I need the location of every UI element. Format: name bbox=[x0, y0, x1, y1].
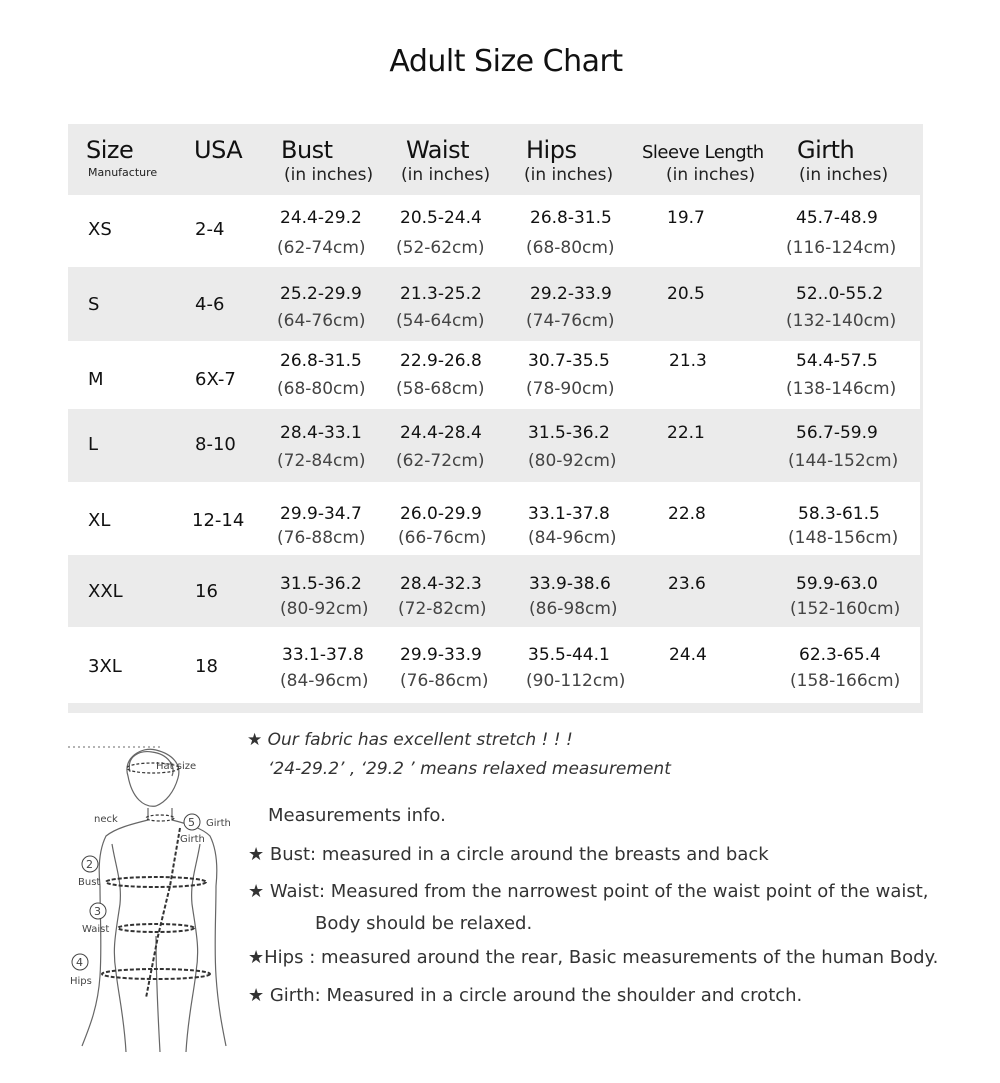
cell-girth: 54.4-57.5 bbox=[796, 351, 878, 371]
header-usa: USA bbox=[194, 136, 243, 164]
cell-hips-cm: (74-76cm) bbox=[526, 311, 615, 331]
cell-size: 3XL bbox=[88, 656, 122, 677]
cell-sleeve: 22.1 bbox=[667, 423, 705, 443]
bust-line bbox=[106, 877, 206, 887]
cell-girth: 52..0-55.2 bbox=[796, 284, 884, 304]
cell-hips-cm: (86-98cm) bbox=[529, 599, 618, 619]
cell-waist-cm: (66-76cm) bbox=[398, 528, 487, 548]
cell-bust: 26.8-31.5 bbox=[280, 351, 362, 371]
cell-hips-cm: (78-90cm) bbox=[526, 379, 615, 399]
label-hat-size: Hat size bbox=[156, 761, 197, 772]
cell-hips: 31.5-36.2 bbox=[528, 423, 610, 443]
cell-usa: 2-4 bbox=[195, 219, 225, 240]
label-bust-num: 2 bbox=[86, 858, 93, 871]
cell-bust-cm: (64-76cm) bbox=[277, 311, 366, 331]
cell-girth: 59.9-63.0 bbox=[796, 574, 878, 594]
cell-girth-cm: (158-166cm) bbox=[790, 671, 901, 691]
label-waist-num: 3 bbox=[94, 905, 101, 918]
cell-size: XXL bbox=[88, 581, 123, 602]
cell-bust-cm: (80-92cm) bbox=[280, 599, 369, 619]
note-girth: ★ Girth: Measured in a circle around the shoulder and crotch. bbox=[248, 985, 803, 1006]
cell-sleeve: 24.4 bbox=[669, 645, 707, 665]
cell-girth-cm: (116-124cm) bbox=[786, 238, 897, 258]
cell-bust: 28.4-33.1 bbox=[280, 423, 362, 443]
cell-waist: 29.9-33.9 bbox=[400, 645, 482, 665]
cell-bust: 24.4-29.2 bbox=[280, 208, 362, 228]
cell-size: L bbox=[88, 434, 99, 455]
cell-waist: 26.0-29.9 bbox=[400, 504, 482, 524]
header-sleeve: Sleeve Length bbox=[642, 142, 764, 163]
girth-line bbox=[146, 828, 180, 998]
label-hips: Hips bbox=[70, 976, 92, 987]
label-waist: Waist bbox=[82, 924, 110, 935]
cell-hips: 26.8-31.5 bbox=[530, 208, 612, 228]
cell-waist: 24.4-28.4 bbox=[400, 423, 482, 443]
label-hips-num: 4 bbox=[76, 956, 83, 969]
cell-hips-cm: (80-92cm) bbox=[528, 451, 617, 471]
cell-girth-cm: (144-152cm) bbox=[788, 451, 899, 471]
cell-girth-cm: (152-160cm) bbox=[790, 599, 901, 619]
cell-waist-cm: (72-82cm) bbox=[398, 599, 487, 619]
cell-bust: 33.1-37.8 bbox=[282, 645, 364, 665]
cell-bust-cm: (68-80cm) bbox=[277, 379, 366, 399]
cell-girth: 45.7-48.9 bbox=[796, 208, 878, 228]
neck-line bbox=[146, 815, 174, 821]
note-stretch: ★ Our fabric has excellent stretch ! ! ! bbox=[247, 730, 573, 750]
label-neck: neck bbox=[94, 814, 118, 825]
cell-hips-cm: (84-96cm) bbox=[528, 528, 617, 548]
cell-sleeve: 21.3 bbox=[669, 351, 707, 371]
page-title: Adult Size Chart bbox=[389, 44, 623, 79]
cell-bust-cm: (62-74cm) bbox=[277, 238, 366, 258]
cell-bust: 25.2-29.9 bbox=[280, 284, 362, 304]
cell-hips: 29.2-33.9 bbox=[530, 284, 612, 304]
header-girth-unit: (in inches) bbox=[799, 165, 889, 185]
label-girth: Girth bbox=[206, 818, 231, 829]
cell-usa: 6X-7 bbox=[195, 369, 236, 390]
cell-sleeve: 22.8 bbox=[668, 504, 706, 524]
note-hips: ★Hips : measured around the rear, Basic measurements of the human Body. bbox=[248, 947, 939, 968]
size-table bbox=[68, 124, 923, 713]
cell-bust: 29.9-34.7 bbox=[280, 504, 362, 524]
cell-sleeve: 20.5 bbox=[667, 284, 705, 304]
cell-hips-cm: (90-112cm) bbox=[526, 671, 626, 691]
cell-girth: 56.7-59.9 bbox=[796, 423, 878, 443]
cell-hips: 35.5-44.1 bbox=[528, 645, 610, 665]
cell-hips: 33.1-37.8 bbox=[528, 504, 610, 524]
body-outline bbox=[68, 747, 226, 1052]
body-measurement-figure bbox=[60, 736, 250, 1056]
header-size: Size bbox=[86, 136, 134, 164]
cell-bust-cm: (76-88cm) bbox=[277, 528, 366, 548]
cell-size: XS bbox=[88, 219, 112, 240]
cell-sleeve: 23.6 bbox=[668, 574, 706, 594]
cell-bust-cm: (72-84cm) bbox=[277, 451, 366, 471]
label-bust: Bust bbox=[78, 877, 101, 888]
cell-usa: 4-6 bbox=[195, 294, 225, 315]
cell-usa: 8-10 bbox=[195, 434, 236, 455]
cell-girth: 62.3-65.4 bbox=[799, 645, 881, 665]
note-waist-line2: Body should be relaxed. bbox=[315, 913, 533, 934]
cell-usa: 12-14 bbox=[192, 510, 245, 531]
note-waist-line1: ★ Waist: Measured from the narrowest point of the waist point of the waist, bbox=[248, 881, 929, 902]
cell-bust-cm: (84-96cm) bbox=[280, 671, 369, 691]
cell-waist-cm: (54-64cm) bbox=[396, 311, 485, 331]
label-girth-2: Girth bbox=[180, 834, 205, 845]
cell-hips-cm: (68-80cm) bbox=[526, 238, 615, 258]
cell-usa: 18 bbox=[195, 656, 218, 677]
cell-size: S bbox=[88, 294, 100, 315]
waist-line bbox=[118, 924, 194, 932]
cell-girth-cm: (132-140cm) bbox=[786, 311, 897, 331]
header-hips-unit: (in inches) bbox=[524, 165, 614, 185]
note-bust: ★ Bust: measured in a circle around the breasts and back bbox=[248, 844, 769, 865]
header-girth: Girth bbox=[797, 136, 855, 164]
cell-waist: 22.9-26.8 bbox=[400, 351, 482, 371]
cell-girth-cm: (138-146cm) bbox=[786, 379, 897, 399]
header-bust: Bust bbox=[281, 136, 333, 164]
cell-waist-cm: (58-68cm) bbox=[396, 379, 485, 399]
cell-size: M bbox=[88, 369, 104, 390]
note-info-heading: Measurements info. bbox=[268, 805, 446, 826]
cell-hips: 33.9-38.6 bbox=[529, 574, 611, 594]
header-bust-unit: (in inches) bbox=[284, 165, 374, 185]
cell-waist: 28.4-32.3 bbox=[400, 574, 482, 594]
cell-waist: 21.3-25.2 bbox=[400, 284, 482, 304]
header-waist: Waist bbox=[406, 136, 469, 164]
cell-girth-cm: (148-156cm) bbox=[788, 528, 899, 548]
cell-waist-cm: (62-72cm) bbox=[396, 451, 485, 471]
header-waist-unit: (in inches) bbox=[401, 165, 491, 185]
cell-girth: 58.3-61.5 bbox=[798, 504, 880, 524]
header-sleeve-unit: (in inches) bbox=[666, 165, 756, 185]
label-girth-num: 5 bbox=[188, 816, 195, 829]
cell-waist-cm: (52-62cm) bbox=[396, 238, 485, 258]
cell-sleeve: 19.7 bbox=[667, 208, 705, 228]
header-hips: Hips bbox=[526, 136, 577, 164]
cell-size: XL bbox=[88, 510, 111, 531]
cell-waist: 20.5-24.4 bbox=[400, 208, 482, 228]
cell-usa: 16 bbox=[195, 581, 218, 602]
cell-waist-cm: (76-86cm) bbox=[400, 671, 489, 691]
cell-hips: 30.7-35.5 bbox=[528, 351, 610, 371]
cell-bust: 31.5-36.2 bbox=[280, 574, 362, 594]
header-size-sub: Manufacture bbox=[88, 166, 158, 179]
note-relaxed: ‘24-29.2’ , ‘29.2 ’ means relaxed measurement bbox=[268, 759, 671, 779]
